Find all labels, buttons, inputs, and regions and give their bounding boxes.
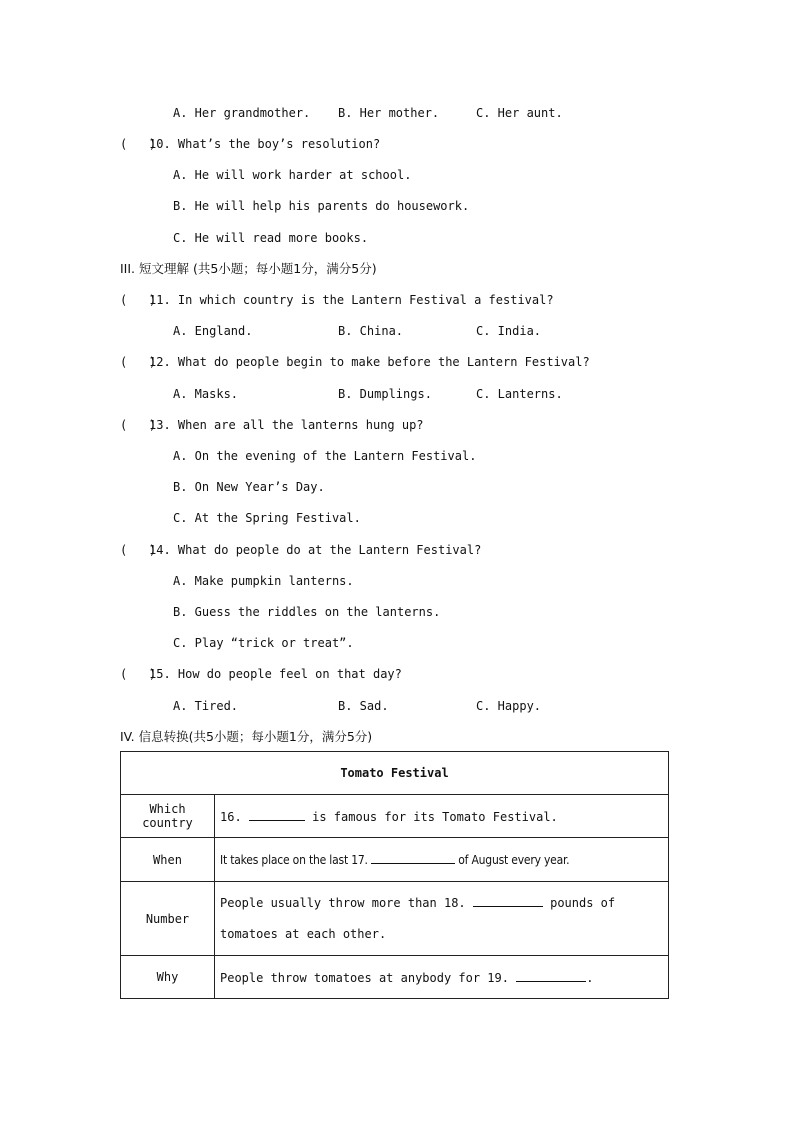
- q12-answer-paren: ( ): [120, 355, 157, 369]
- q14-question: 14. What do people do at the Lantern Festival?: [149, 543, 482, 557]
- answer-blank-17[interactable]: [371, 852, 455, 864]
- q14-option-a: A. Make pumpkin lanterns.: [173, 574, 354, 588]
- answer-blank-19[interactable]: [516, 970, 586, 982]
- row-text: People throw tomatoes at anybody for 19.: [220, 970, 517, 985]
- q10-option-a: A. He will work harder at school.: [173, 168, 412, 182]
- row-text: pounds of tomatoes at each other.: [220, 895, 616, 941]
- q12-option-b: B. Dumplings.: [338, 387, 432, 401]
- section-3-heading: III. 短文理解 (共5小题；每小题1分，满分5分): [120, 261, 377, 276]
- row-text: of August every year.: [455, 853, 570, 867]
- q11-option-a: A. England.: [173, 324, 253, 338]
- q12-question: 12. What do people begin to make before the Lantern Festival?: [149, 355, 590, 369]
- row-label-when: When: [121, 838, 215, 882]
- row-text: It takes place on the last 17.: [220, 853, 371, 867]
- q15-question: 15. How do people feel on that day?: [149, 667, 402, 681]
- q9-option-c: C. Her aunt.: [476, 106, 563, 120]
- q15-option-b: B. Sad.: [338, 699, 389, 713]
- row-label-why: Why: [121, 956, 215, 999]
- q13-option-a: A. On the evening of the Lantern Festival.: [173, 449, 477, 463]
- q12-option-a: A. Masks.: [173, 387, 239, 401]
- row-label-which-country: Which country: [121, 795, 215, 838]
- q12-option-c: C. Lanterns.: [476, 387, 563, 401]
- answer-blank-18[interactable]: [473, 895, 543, 907]
- row-content-18: [215, 882, 669, 956]
- q9-option-b: B. Her mother.: [338, 106, 440, 120]
- row-text: is famous for its Tomato Festival.: [304, 809, 558, 824]
- q14-option-b: B. Guess the riddles on the lanterns.: [173, 605, 441, 619]
- row-text: .: [586, 970, 594, 985]
- row-text: People usually throw more than 18.: [220, 895, 473, 910]
- table-row: [121, 956, 669, 999]
- q9-option-a: A. Her grandmother.: [173, 106, 311, 120]
- section-4-heading: IV. 信息转换(共5小题；每小题1分，满分5分): [120, 729, 373, 744]
- table-row: [121, 882, 669, 956]
- q11-option-c: C. India.: [476, 324, 542, 338]
- q13-option-c: C. At the Spring Festival.: [173, 511, 361, 525]
- row-content-16: [215, 795, 669, 838]
- row-content-19: [215, 956, 669, 999]
- q13-option-b: B. On New Year’s Day.: [173, 480, 325, 494]
- table-row: [121, 838, 669, 882]
- q10-option-b: B. He will help his parents do housework.: [173, 199, 470, 213]
- row-content-17: [215, 838, 669, 882]
- row-text: 16.: [220, 809, 249, 824]
- answer-blank-16[interactable]: [249, 809, 305, 821]
- q15-option-a: A. Tired.: [173, 699, 239, 713]
- q14-option-c: C. Play “trick or treat”.: [173, 636, 354, 650]
- table-title-row: [121, 752, 669, 795]
- table-title: Tomato Festival: [121, 752, 669, 795]
- q10-question: 10. What’s the boy’s resolution?: [149, 137, 381, 151]
- table-row: [121, 795, 669, 838]
- q11-option-b: B. China.: [338, 324, 404, 338]
- q13-answer-paren: ( ): [120, 418, 157, 432]
- q11-answer-paren: ( ): [120, 293, 157, 307]
- q11-question: 11. In which country is the Lantern Festival a festival?: [149, 293, 554, 307]
- q10-option-c: C. He will read more books.: [173, 231, 369, 245]
- tomato-festival-table: [120, 751, 669, 999]
- q10-answer-paren: ( ): [120, 137, 157, 151]
- q13-question: 13. When are all the lanterns hung up?: [149, 418, 424, 432]
- q15-answer-paren: ( ): [120, 667, 157, 681]
- row-label-number: Number: [121, 882, 215, 956]
- q14-answer-paren: ( ): [120, 543, 157, 557]
- q15-option-c: C. Happy.: [476, 699, 542, 713]
